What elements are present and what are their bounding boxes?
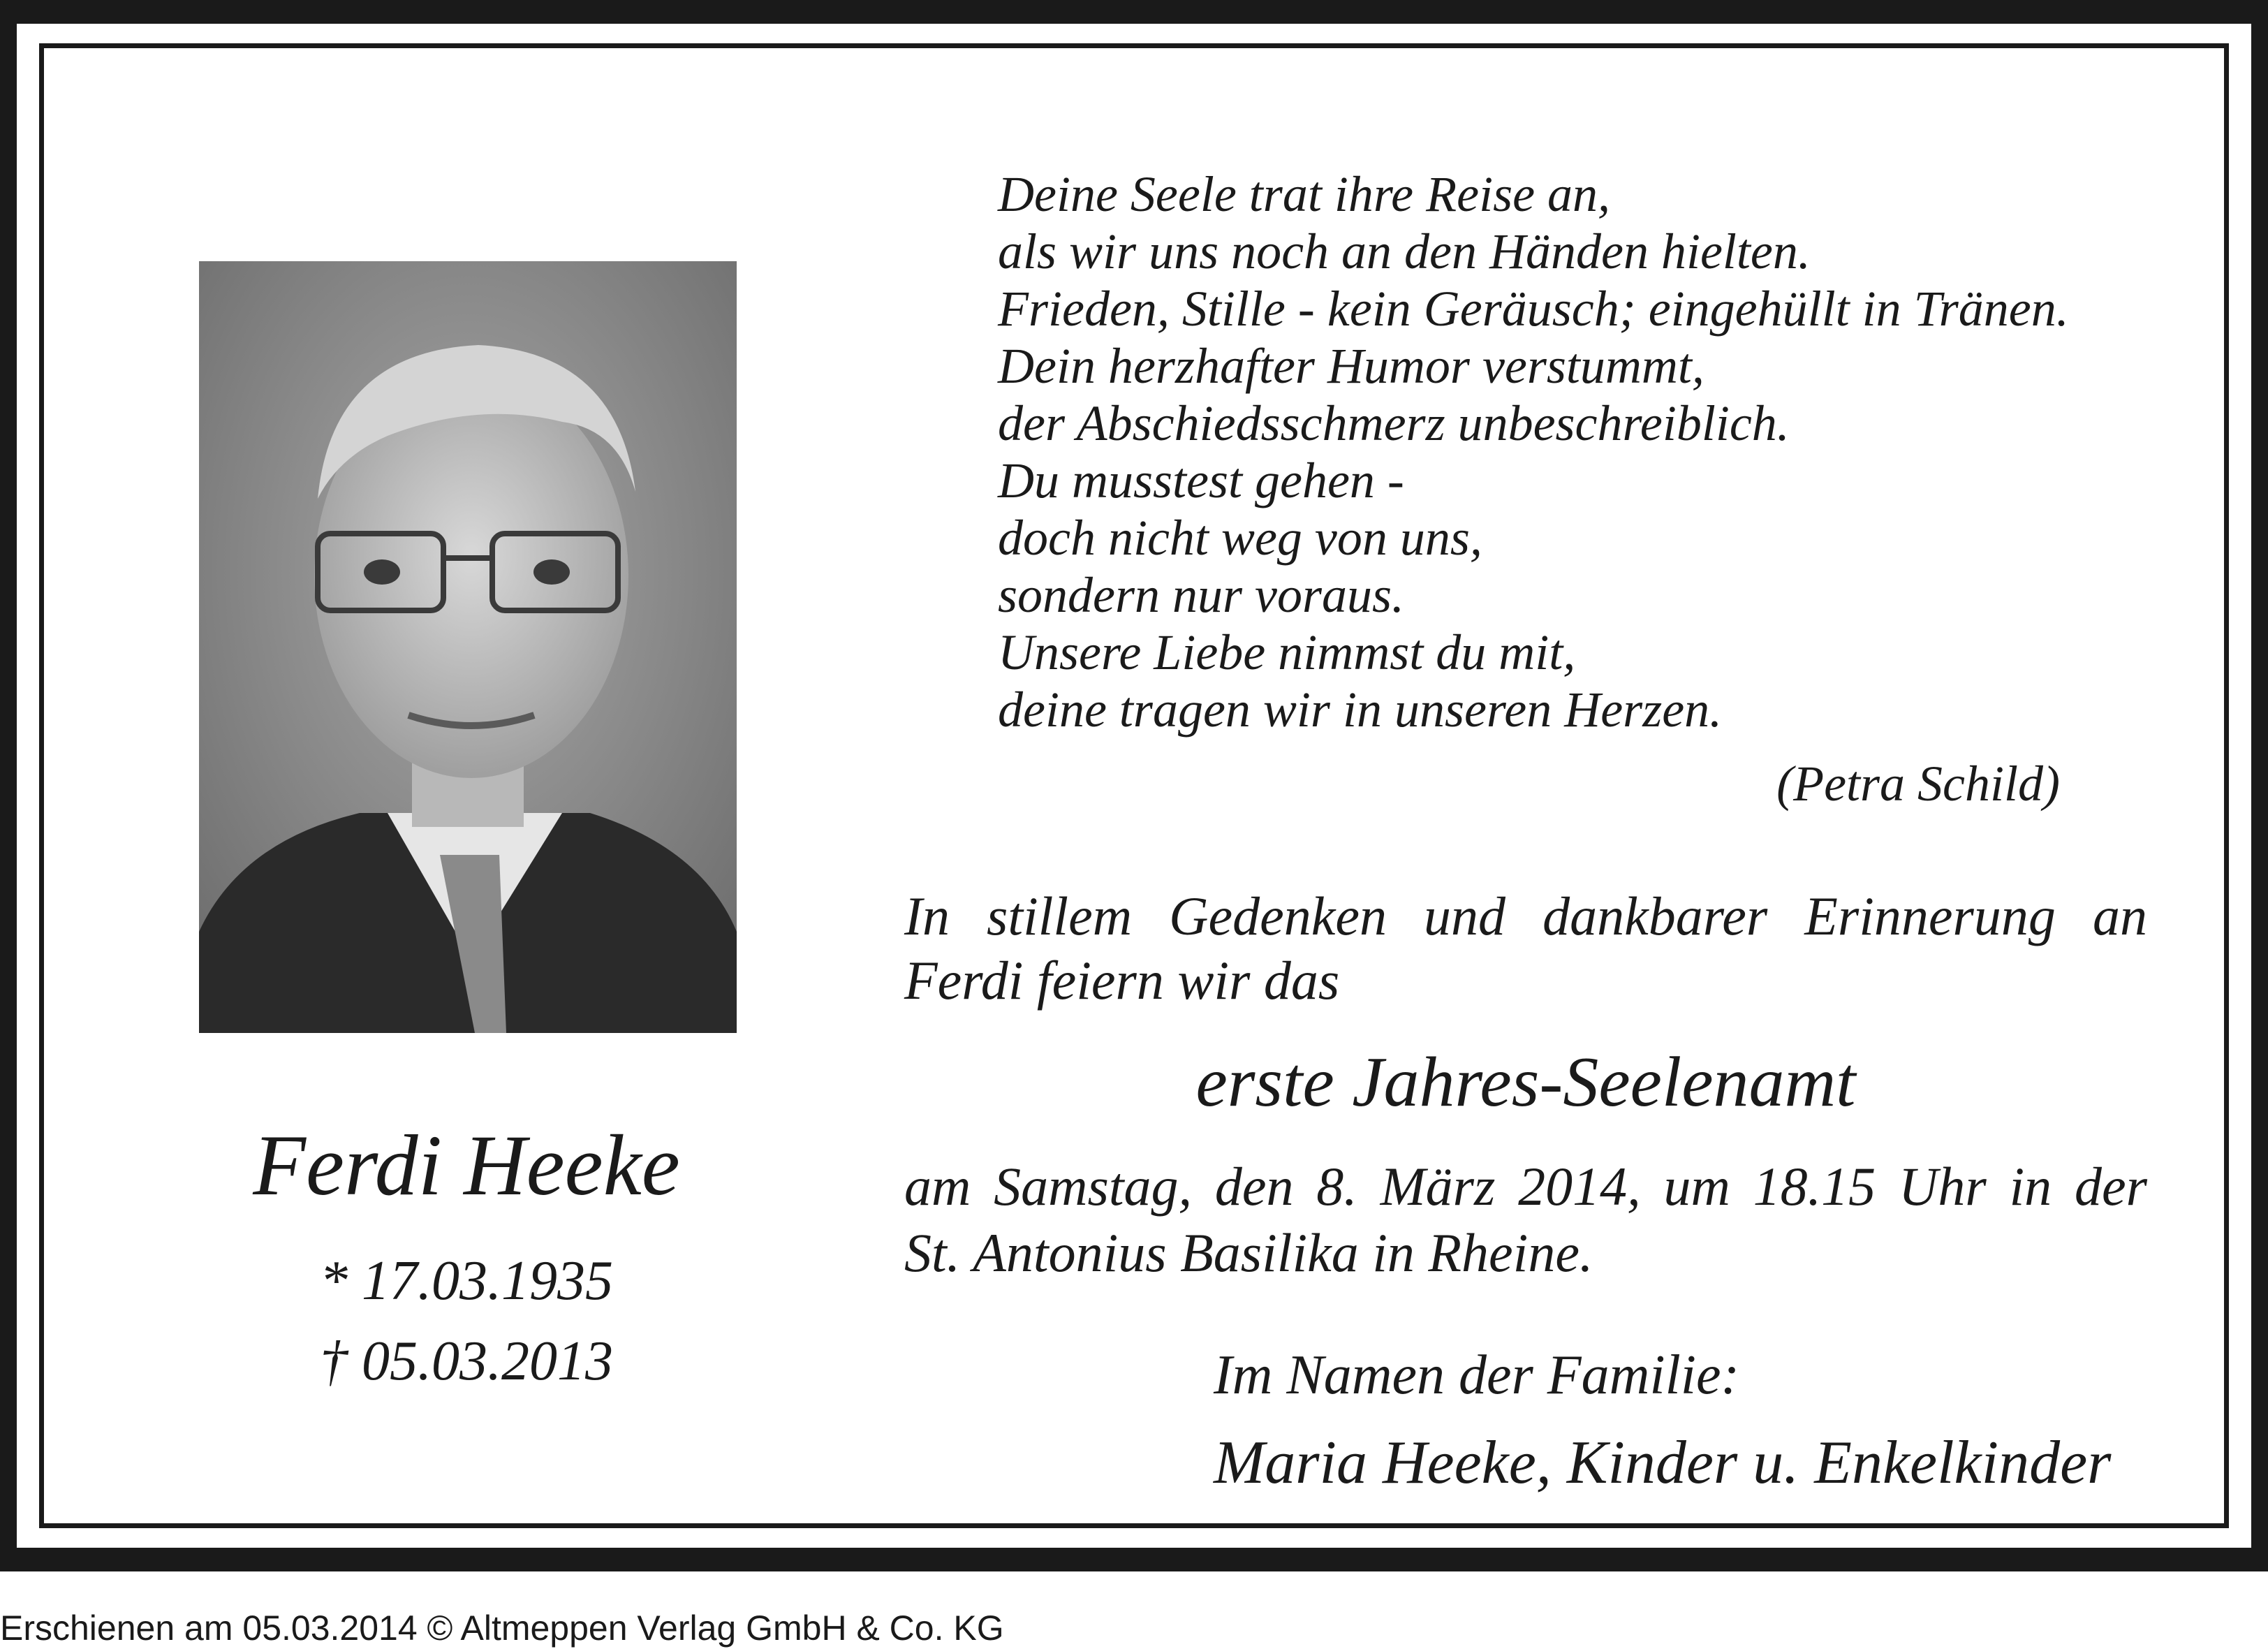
poem-line: Deine Seele trat ihre Reise an, xyxy=(998,166,1611,222)
birth-date: * 17.03.1935 xyxy=(320,1250,613,1312)
poem-line: deine tragen wir in unseren Herzen. xyxy=(998,682,1723,738)
poem-author: (Petra Schild) xyxy=(1776,756,2060,812)
poem-line: als wir uns noch an den Händen hielten. xyxy=(998,223,1811,279)
portrait-illustration xyxy=(199,261,737,1033)
mass-details-line-2: St. Antonius Basilika in Rheine. xyxy=(904,1222,1593,1283)
memorial-intro-line-2: Ferdi feiern wir das xyxy=(904,950,1340,1011)
deceased-name: Ferdi Heeke xyxy=(253,1117,680,1213)
poem xyxy=(998,166,2069,738)
death-date: † 05.03.2013 xyxy=(320,1331,613,1392)
memorial-intro-line-1: In stillem Gedenken und dankbarer Erinnerung an xyxy=(904,886,2147,946)
mass-details-line-1: am Samstag, den 8. März 2014, um 18.15 Uhr in der xyxy=(904,1156,2147,1217)
publication-footer: Erschienen am 05.03.2014 © Altmeppen Verlag GmbH & Co. KG xyxy=(0,1608,1004,1648)
poem-line: sondern nur voraus. xyxy=(998,567,1405,623)
poem-line: Dein herzhafter Humor verstummt, xyxy=(998,338,1704,394)
family-names: Maria Heeke, Kinder u. Enkelkinder xyxy=(1214,1429,2112,1497)
poem-line: Frieden, Stille - kein Geräusch; eingehüllt in Tränen. xyxy=(998,281,2069,337)
poem-line: Unsere Liebe nimmst du mit, xyxy=(998,624,1576,680)
mass-title: erste Jahres-Seelenamt xyxy=(1195,1043,1856,1122)
family-label: Im Namen der Familie: xyxy=(1214,1344,1740,1406)
portrait-photo xyxy=(199,261,737,1033)
poem-line: der Abschiedsschmerz unbeschreiblich. xyxy=(998,395,1790,451)
poem-line: Du musstest gehen - xyxy=(998,453,1404,508)
poem-line: doch nicht weg von uns, xyxy=(998,510,1482,566)
obituary-card xyxy=(39,43,2229,1528)
